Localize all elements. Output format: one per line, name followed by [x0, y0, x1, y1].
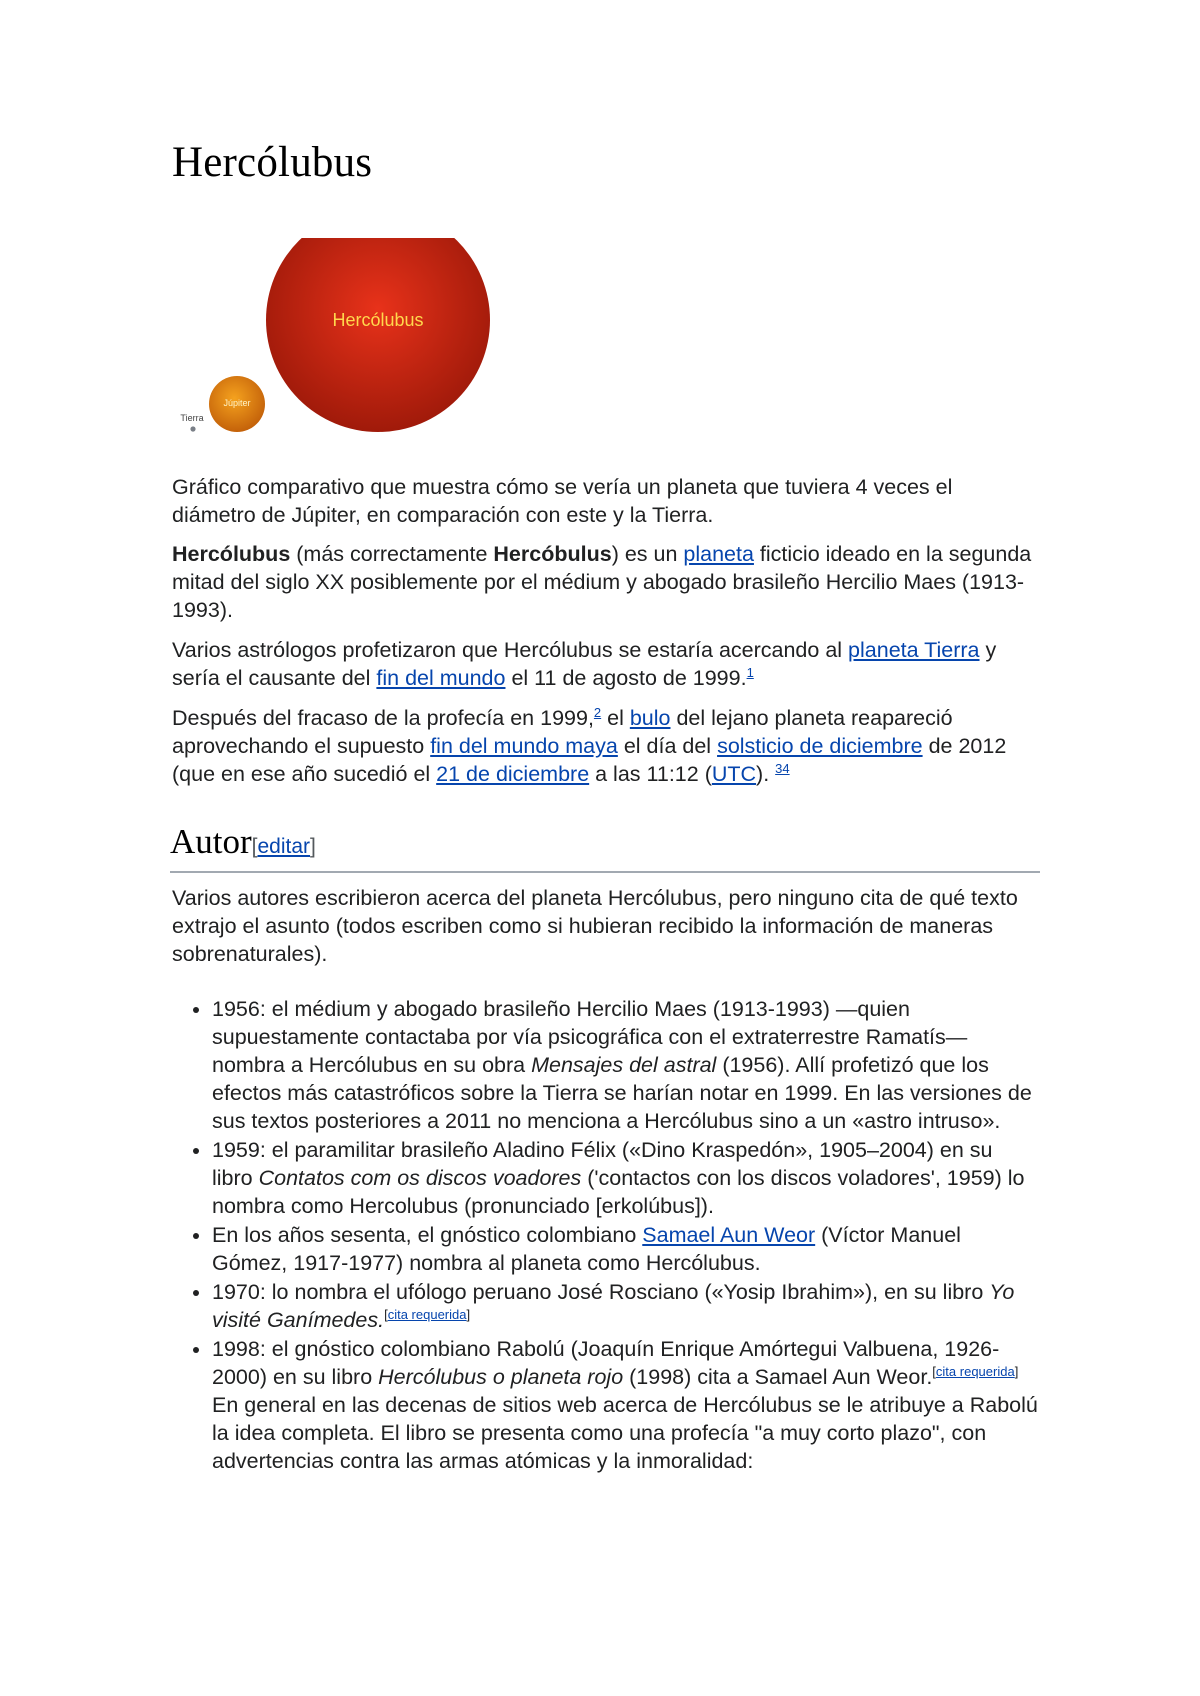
bold-term: Hercólubus	[172, 542, 291, 566]
link-solsticio[interactable]: solsticio de diciembre	[717, 734, 923, 758]
list-item: • 1998: el gnóstico colombiano Rabolú (Joaquín Enrique Amórtegui Valbuena, 1926-2000) en su libro Hercólubus o planeta rojo (1998) cita a Samael Aun Weor.[cita requerida] En general en las decenas de sitios web acerca de Hercólubus se le atribuye a Rabolú la idea completa. El libro se presenta como una profecía "a muy corto plazo", con advertencias contra las armas atómicas y la inmoralidad:	[212, 1335, 1038, 1475]
link-fin-del-mundo[interactable]: fin del mundo	[376, 666, 506, 690]
reference-1[interactable]: 1	[746, 664, 754, 680]
link-planeta-tierra[interactable]: planeta Tierra	[848, 638, 980, 662]
authors-list	[172, 995, 1038, 1476]
jupiter-label: Júpiter	[223, 398, 251, 408]
hoax-paragraph: Después del fracaso de la profecía en 1999,$^2$ el bulo del lejano planeta reapareció aprovechando el supuesto fin del mundo maya el día del solsticio de diciembre de 2012 (que en ese año sucedió el 21 de diciembre a las 11:12 (UTC). $^{34}$	[172, 704, 1007, 786]
hercolubus-planet	[266, 238, 490, 432]
earth-label: Tierra	[180, 413, 204, 423]
citation-needed-link[interactable]: cita requerida	[935, 1363, 1015, 1379]
list-item: • En los años sesenta, el gnóstico colombiano Samael Aun Weor (Víctor Manuel Gómez, 1917-1977) nombra al planeta como Hercólubus.	[212, 1221, 1038, 1277]
authors-paragraph: Varios autores escribieron acerca del planeta Hercólubus, pero ninguno cita de qué texto extrajo el asunto (todos escriben como si hubieran recibido la información de maneras sobrenaturales).	[172, 886, 1018, 966]
edit-link[interactable]: editar	[257, 835, 311, 858]
hercolubus-label: Hercólubus	[332, 310, 424, 330]
planet-comparison-graphic	[172, 238, 492, 438]
intro-paragraph: Hercólubus (más correctamente Hercóbulus) es un planeta ficticio ideado en la segunda mitad del siglo XX posiblemente por el médium y abogado brasileño Hercilio Maes (1913-1993).	[172, 542, 1032, 622]
reference-34[interactable]: 34	[775, 760, 790, 776]
earth-planet	[190, 426, 195, 431]
link-samael-aun-weor[interactable]: Samael Aun Weor	[642, 1223, 816, 1247]
list-item: • 1956: el médium y abogado brasileño Hercilio Maes (1913-1993) —quien supuestamente contactaba por vía psicográfica con el extraterrestre Ramatís— nombra a Hercólubus en su obra Mensajes del astral (1956). Allí profetizó que los efectos más catastróficos sobre la Tierra se harían notar en 1999. En las versiones de sus textos posteriores a 2011 no menciona a Hercólubus sino a un «astro intruso».	[212, 995, 1038, 1135]
section-heading-autor: Autor[editar]	[170, 820, 1040, 873]
citation-needed-link[interactable]: cita requerida	[387, 1306, 467, 1322]
list-item: • 1959: el paramilitar brasileño Aladino Félix («Dino Kraspedón», 1905–2004) en su libro Contatos com os discos voadores ('contactos con los discos voladores', 1959) lo nombra como Hercolubus (pronunciado [erkolúbus]).	[212, 1136, 1038, 1220]
list-item: • 1970: lo nombra el ufólogo peruano José Rosciano («Yosip Ibrahim»), en su libro Yo visité Ganímedes.[cita requerida]	[212, 1278, 1038, 1334]
citation-needed: [cita requerida]	[932, 1363, 1019, 1379]
reference-2[interactable]: 2	[593, 704, 602, 720]
link-planeta[interactable]: planeta	[683, 542, 754, 566]
citation-needed: [cita requerida]	[384, 1306, 471, 1322]
link-fin-del-mundo-maya[interactable]: fin del mundo maya	[430, 734, 618, 758]
page-title: Hercólubus	[172, 139, 373, 186]
figure-caption: Gráfico comparativo que muestra cómo se vería un planeta que tuviera 4 veces el diámetro de Júpiter, en comparación con este y la Tierra.	[172, 475, 953, 527]
bold-term-alt: Hercóbulus	[493, 542, 612, 566]
prophecy-paragraph: Varios astrólogos profetizaron que Hercólubus se estaría acercando al planeta Tierra y sería el causante del fin del mundo el 11 de agosto de 1999.$^1$	[172, 638, 997, 690]
planet-comparison-figure	[172, 238, 492, 438]
edit-section: [editar]	[251, 835, 316, 858]
link-utc[interactable]: UTC	[711, 762, 757, 786]
link-bulo[interactable]: bulo	[629, 706, 671, 730]
link-21-diciembre[interactable]: 21 de diciembre	[436, 762, 590, 786]
